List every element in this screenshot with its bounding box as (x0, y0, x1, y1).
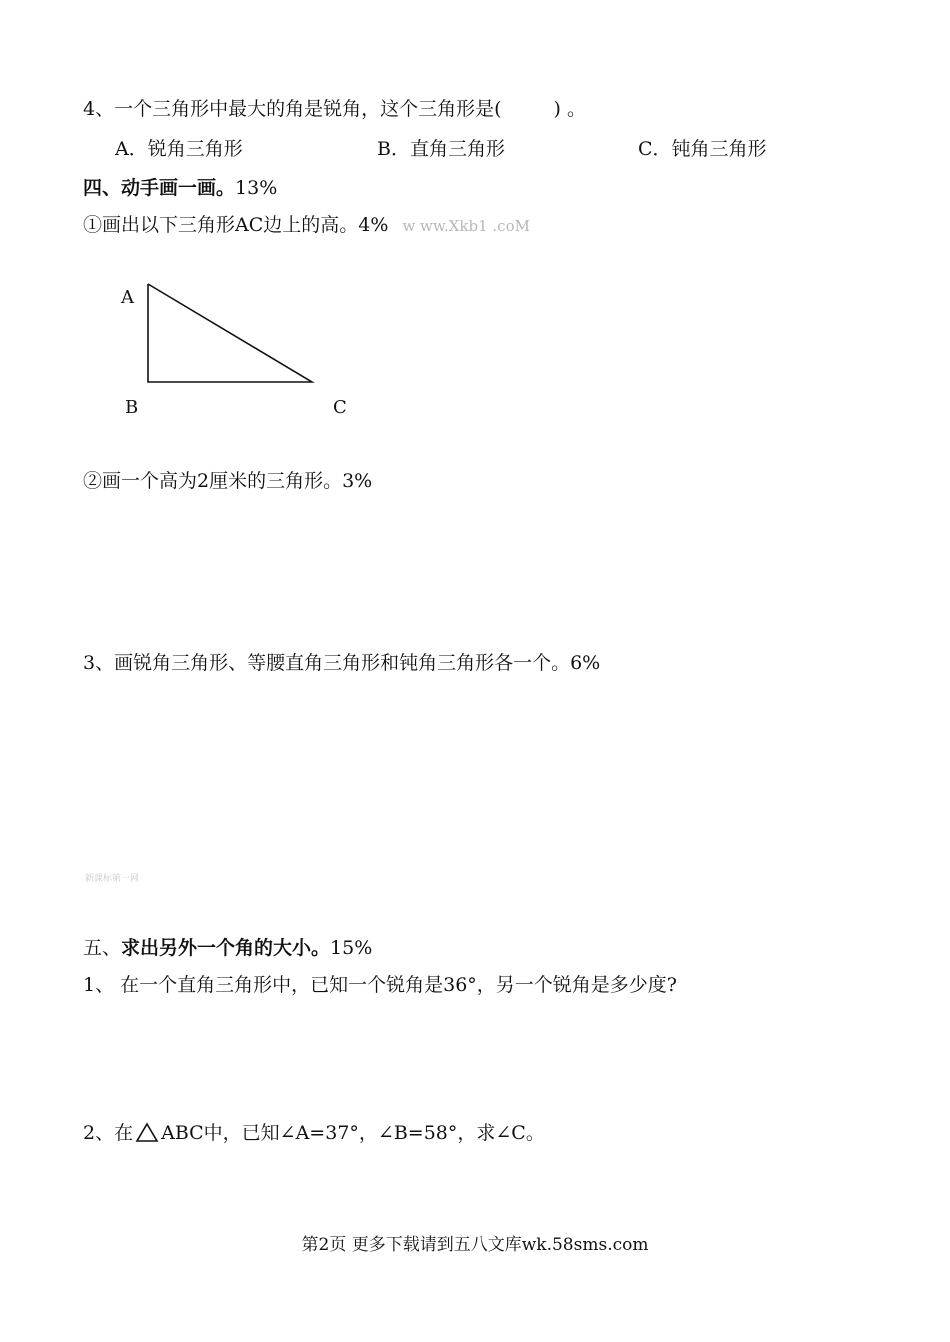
option-a: A．锐角三角形 (115, 138, 243, 160)
vertex-c-label: C (333, 397, 347, 418)
section-5-title: 求出另外一个角的大小。 (121, 937, 331, 959)
section-5-title-prefix: 五、 (83, 937, 122, 959)
section-5-question-1: 1、 在一个直角三角形中，已知一个锐角是36°，另一个锐角是多少度? (83, 974, 677, 996)
section-5-question-2-before: 2、在 (83, 1122, 134, 1144)
section-5-question-2 (83, 1121, 545, 1145)
option-c: C．钝角三角形 (638, 138, 767, 160)
page-footer: 第2页 更多下载请到五八文库wk.58sms.com (301, 1235, 649, 1255)
section-5-score: 15% (330, 937, 373, 959)
question-4-stem-before: 4、一个三角形中最大的角是锐角，这个三角形是( (83, 98, 502, 120)
vertex-b-label: B (125, 397, 139, 418)
triangle-abc-outline (148, 284, 312, 382)
triangle-symbol-icon (135, 1121, 159, 1143)
section-5-heading (83, 936, 372, 960)
watermark-text: w ww.Xkb1 .coM (402, 217, 530, 235)
question-4-stem-after: ) 。 (553, 98, 586, 120)
triangle-abc-figure (140, 278, 340, 388)
section-4-item-3: 3、画锐角三角形、等腰直角三角形和钝角三角形各一个。6% (83, 652, 601, 674)
vertex-a-label: A (121, 287, 134, 308)
section-4-item-1: ①画出以下三角形AC边上的高。4% (83, 214, 389, 236)
section-4-title: 四、动手画一画。 (83, 177, 236, 199)
section-4-item-2: ②画一个高为2厘米的三角形。3% (83, 470, 373, 492)
section-4-score: 13% (235, 177, 278, 199)
option-b: B．直角三角形 (377, 138, 505, 160)
question-4 (83, 97, 586, 121)
section-4-item-1-row (83, 213, 530, 238)
small-watermark: 新课标第一网 (85, 874, 140, 884)
section-4-heading (83, 176, 277, 200)
section-5-question-2-after: ABC中，已知∠A=37°，∠B=58°，求∠C。 (161, 1122, 545, 1144)
